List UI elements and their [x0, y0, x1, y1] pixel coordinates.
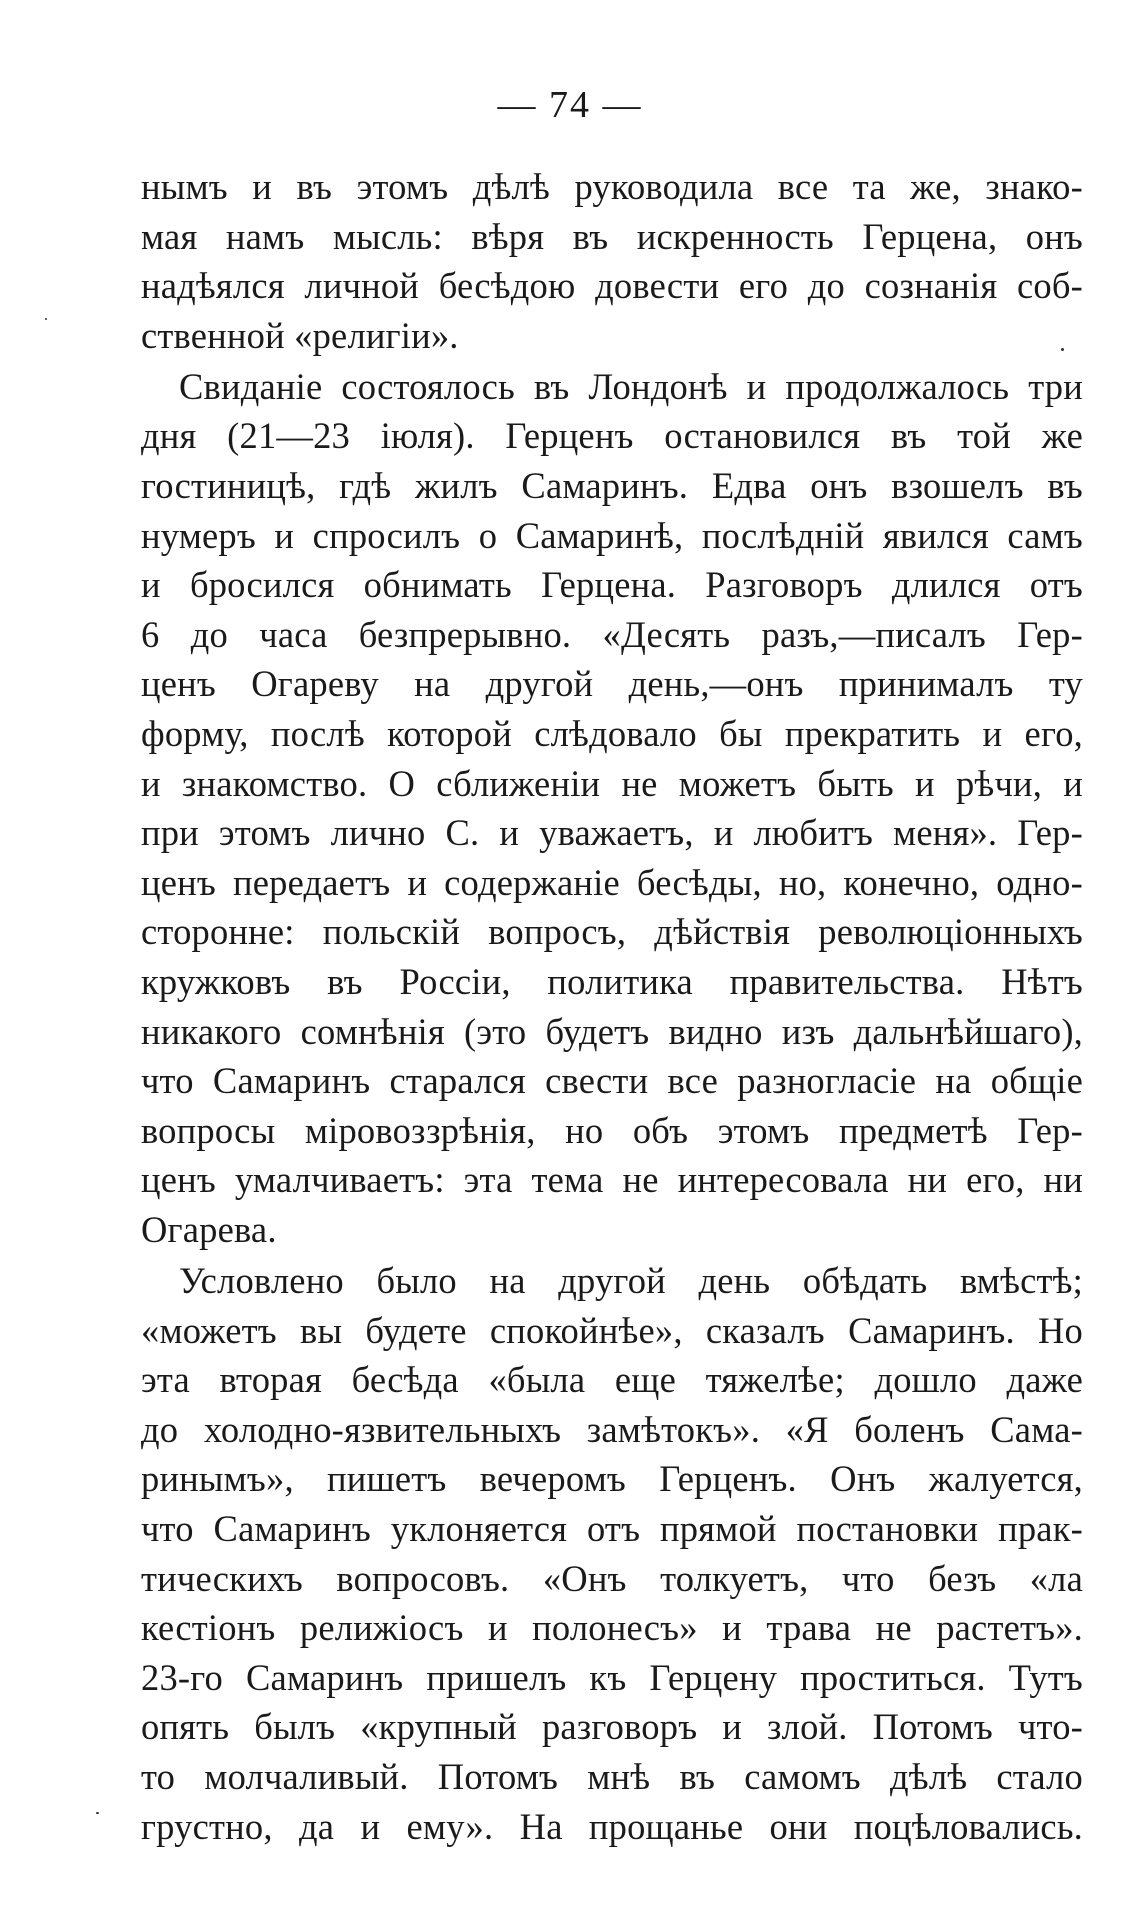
print-speck: [1061, 348, 1064, 351]
text-line: гостиницѣ, гдѣ жилъ Самаринъ. Едва онъ взошелъ въ: [141, 465, 1083, 507]
text-line: тическихъ вопросовъ. «Онъ толкуетъ, что безъ «ла: [141, 1557, 1083, 1599]
paragraph: [141, 362, 1083, 1255]
text-line: 6 до часа безпрерывно. «Десять разъ,—писалъ Гер-: [141, 613, 1083, 655]
text-line: форму, послѣ которой слѣдовало бы прекратить и его,: [141, 713, 1083, 755]
print-speck: [96, 1812, 99, 1814]
text-line: 23-го Самаринъ пришелъ къ Герцену проститься. Тутъ: [141, 1656, 1083, 1698]
text-line: ственной «религіи».: [141, 314, 459, 356]
print-speck: [45, 318, 47, 320]
text-line: Огарева.: [141, 1208, 277, 1250]
text-line: эта вторая бесѣда «была еще тяжелѣе; дошло даже: [141, 1359, 1083, 1401]
text-line: дня (21—23 іюля). Герценъ остановился въ той же: [141, 415, 1083, 457]
text-line: Свиданіе состоялось въ Лондонѣ и продолжалось три: [179, 365, 1083, 407]
text-line: надѣялся личной бесѣдою довести его до сознанія соб-: [141, 265, 1083, 307]
paragraph: [141, 162, 1083, 360]
text-line: и бросился обнимать Герцена. Разговоръ длился отъ: [141, 564, 1083, 606]
text-line: нумеръ и спросилъ о Самаринѣ, послѣдній явился самъ: [141, 514, 1083, 556]
text-line: при этомъ лично С. и уважаетъ, и любитъ меня». Гер-: [141, 812, 1083, 854]
text-line: что Самаринъ уклоняется отъ прямой постановки прак-: [141, 1508, 1083, 1550]
text-line: мая намъ мысль: вѣря въ искренность Герцена, онъ: [141, 215, 1083, 257]
paragraph: [141, 1256, 1083, 1851]
text-line: «можетъ вы будете спокойнѣе», сказалъ Самаринъ. Но: [141, 1309, 1083, 1351]
text-line: Условлено было на другой день обѣдать вмѣстѣ;: [179, 1260, 1083, 1302]
text-line: опять былъ «крупный разговоръ и злой. Потомъ что-: [141, 1706, 1083, 1748]
text-line: ценъ умалчиваетъ: эта тема не интересовала ни его, ни: [141, 1159, 1083, 1201]
text-line: и знакомство. О сближеніи не можетъ быть и рѣчи, и: [141, 762, 1083, 804]
text-line: нымъ и въ этомъ дѣлѣ руководила все та же, знако-: [141, 166, 1083, 207]
text-line: сторонне: польскій вопросъ, дѣйствія революціонныхъ: [141, 911, 1083, 953]
text-line: кестіонъ релижіосъ и полонесъ» и трава не растетъ».: [141, 1607, 1083, 1649]
body-text: [141, 162, 1083, 1851]
text-line: ценъ Огареву на другой день,—онъ принималъ ту: [141, 663, 1083, 705]
text-line: ценъ передаетъ и содержаніе бесѣды, но, конечно, одно-: [141, 861, 1083, 903]
text-line: ринымъ», пишетъ вечеромъ Герценъ. Онъ жалуется,: [141, 1458, 1083, 1500]
text-line: то молчаливый. Потомъ мнѣ въ самомъ дѣлѣ стало: [141, 1756, 1083, 1797]
page-number: — 74 —: [497, 84, 643, 126]
text-line: кружковъ въ Россіи, политика правительства. Нѣтъ: [141, 961, 1083, 1002]
text-line: грустно, да и ему». На прощанье они поцѣловались.: [141, 1805, 1083, 1847]
text-line: что Самаринъ старался свести все разногласіе на общіе: [141, 1060, 1083, 1102]
text-line: вопросы міровоззрѣнія, но объ этомъ предметѣ Гер-: [141, 1109, 1083, 1151]
text-line: никакого сомнѣнія (это будетъ видно изъ дальнѣйшаго),: [141, 1010, 1083, 1052]
text-line: до холодно-язвительныхъ замѣтокъ». «Я боленъ Сама-: [141, 1408, 1083, 1450]
